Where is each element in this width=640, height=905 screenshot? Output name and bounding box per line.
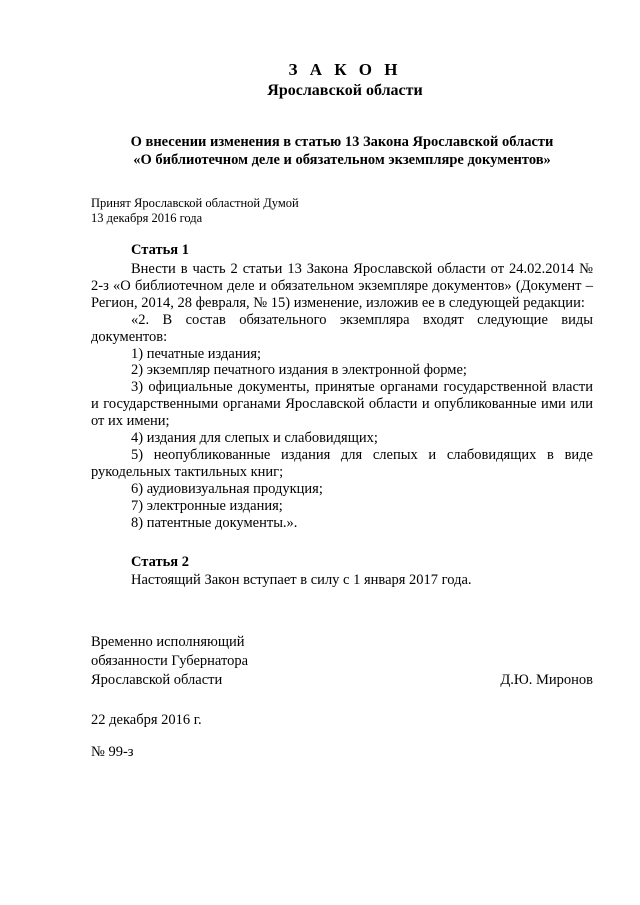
law-title-line-2: «О библиотечном деле и обязательном экземпляре документов»: [133, 152, 551, 168]
signature-block: [91, 633, 593, 690]
article-1-body: [91, 261, 593, 532]
article-1-list-item: 5) неопубликованные издания для слепых и слабовидящих в виде рукодельных тактильных книг;: [91, 446, 593, 480]
article-1-list-item: 1) печатные издания;: [131, 345, 262, 362]
article-1-list-item: 4) издания для слепых и слабовидящих;: [131, 430, 378, 447]
article-2-paragraph: Настоящий Закон вступает в силу с 1 января 2017 года.: [131, 572, 472, 588]
adoption-note-line-1: Принят Ярославской областной Думой: [91, 196, 299, 210]
signatory-row: [91, 671, 593, 690]
signatory-name: Д.Ю. Миронов: [500, 672, 593, 688]
article-1-paragraph: «2. В состав обязательного экземпляра входят следующие виды документов:: [91, 311, 593, 345]
article-1-list-item: 2) экземпляр печатного издания в электронной форме;: [131, 362, 467, 379]
adoption-note: [91, 196, 299, 226]
article-1-list-item: 7) электронные издания;: [131, 497, 283, 514]
law-number: № 99-з: [91, 744, 134, 760]
signatory-position-line-1: Временно исполняющий: [91, 634, 245, 650]
signatory-position-line-3: Ярославской области: [91, 672, 223, 688]
article-1-list-item: 6) аудиовизуальная продукция;: [131, 480, 323, 497]
article-1-heading: Статья 1: [131, 242, 189, 258]
signing-date: 22 декабря 2016 г.: [91, 712, 202, 728]
article-1-paragraph: Внести в часть 2 статьи 13 Закона Ярославской области от 24.02.2014 № 2-з «О библиотечном деле и обязательном экземпляре документов» (Документ – Регион, 2014, 28 февраля, № 15) изменение, изложив ее в следующей редакции:: [91, 261, 593, 311]
signatory-position-line-2: обязанности Губернатора: [91, 653, 249, 669]
article-2-body: [91, 572, 593, 589]
law-title-line-1: О внесении изменения в статью 13 Закона Ярославской области: [130, 134, 554, 150]
region-heading: Ярославской области: [267, 82, 423, 99]
law-heading: З А К О Н: [288, 60, 402, 79]
article-1-list-item: 8) патентные документы.».: [131, 514, 298, 531]
adoption-note-line-2: 13 декабря 2016 года: [91, 211, 203, 225]
article-1-list-item: 3) официальные документы, принятые органами государственной власти и государственными органами Ярославской области и опубликованные ими или от их имени;: [91, 379, 593, 430]
article-2-heading: Статья 2: [131, 554, 189, 570]
